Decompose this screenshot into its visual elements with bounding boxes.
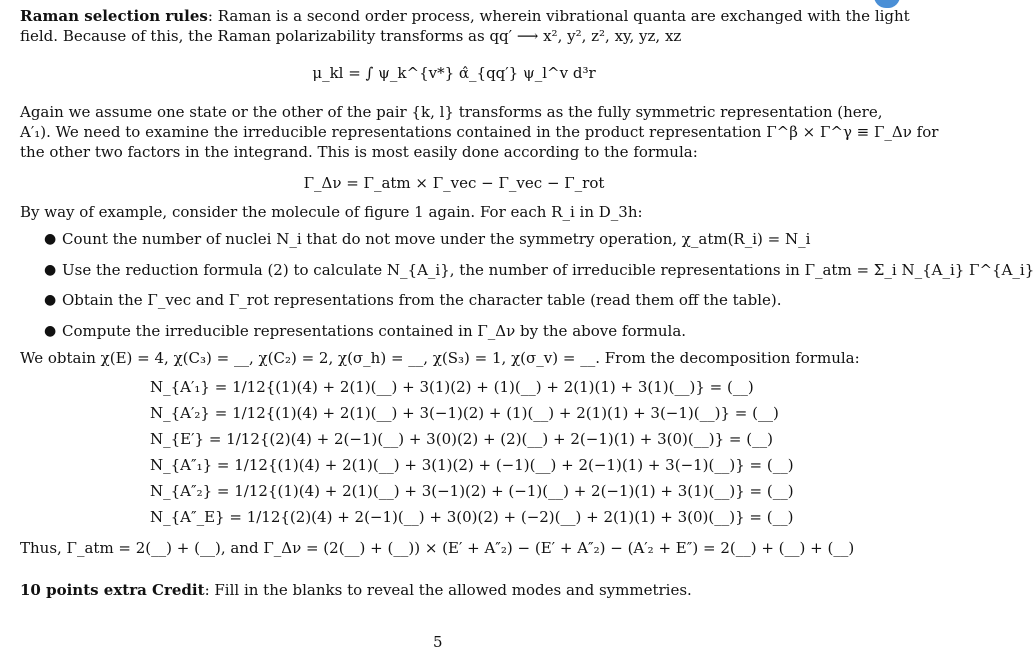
credit-text: : Fill in the blanks to reveal the allowed modes and symmetries. <box>204 581 692 599</box>
raman-heading: Raman selection rules <box>20 7 208 25</box>
page-number: 5 <box>433 633 443 651</box>
credit-line <box>20 580 692 600</box>
para1-line2: field. Because of this, the Raman polarizability transforms as qq′ ⟶ x², y², z², xy, yz, xz <box>20 27 682 45</box>
gamma-equation: Γ_Δν = Γ_atm × Γ_vec − Γ_vec − Γ_rot <box>303 174 605 192</box>
bullet-dot: ● <box>44 292 57 308</box>
decomp-equation: N_{A″_E} = 1/12{(2)(4) + 2(−1)(__) + 3(0)(2) + (−2)(__) + 2(1)(1) + 3(0)(__)} = (__) <box>150 508 794 526</box>
para2-line2: A′₁). We need to examine the irreducible representations contained in the product representation Γ^β × Γ^γ ≡ Γ_Δν for <box>20 123 939 141</box>
para1-text1: : Raman is a second order process, wherein vibrational quanta are exchanged with the light <box>207 7 910 25</box>
bullet-dot: ● <box>44 323 57 339</box>
integral-equation: μ_kl = ∫ ψ_k^{v*} α̂_{qq′} ψ_l^v d³r <box>312 64 596 82</box>
decomp-equation: N_{A′₁} = 1/12{(1)(4) + 2(1)(__) + 3(1)(2) + (1)(__) + 2(1)(1) + 3(1)(__)} = (__) <box>150 378 754 396</box>
bullet-dot: ● <box>44 262 57 278</box>
decomp-equation: N_{A″₂} = 1/12{(1)(4) + 2(1)(__) + 3(−1)(2) + (−1)(__) + 2(−1)(1) + 3(1)(__)} = (__) <box>150 482 794 500</box>
thus-line: Thus, Γ_atm = 2(__) + (__), and Γ_Δν = (2(__) + (__)) × (E′ + A″₂) − (E′ + A″₂) − (A′₂ + E″) = 2(__) + (__) + (__) <box>20 539 855 557</box>
bullet-item: Use the reduction formula (2) to calculate N_{A_i}, the number of irreducible representations in Γ_atm = Σ_i N_{A_i} Γ^{A_i} <box>62 261 1034 279</box>
decomp-equation: N_{E′} = 1/12{(2)(4) + 2(−1)(__) + 3(0)(2) + (2)(__) + 2(−1)(1) + 3(0)(__)} = (__) <box>150 430 773 448</box>
decomp-equation: N_{A′₂} = 1/12{(1)(4) + 2(1)(__) + 3(−1)(2) + (1)(__) + 2(1)(1) + 3(−1)(__)} = (__) <box>150 404 779 422</box>
bullet-item: Obtain the Γ_vec and Γ_rot representations from the character table (read them off the table). <box>62 291 782 309</box>
credit-heading: 10 points extra Credit <box>20 581 205 599</box>
para3: By way of example, consider the molecule of figure 1 again. For each R_i in D_3h: <box>20 203 643 221</box>
para1-line1 <box>20 6 910 26</box>
bullet-item: Count the number of nuclei N_i that do not move under the symmetry operation, χ_atm(R_i) = N_i <box>62 230 811 248</box>
decomp-equation: N_{A″₁} = 1/12{(1)(4) + 2(1)(__) + 3(1)(2) + (−1)(__) + 2(−1)(1) + 3(−1)(__)} = (__) <box>150 456 794 474</box>
obtain-line: We obtain χ(E) = 4, χ(C₃) = __, χ(C₂) = 2, χ(σ_h) = __, χ(S₃) = 1, χ(σ_v) = __. From the decomposition formula: <box>20 349 860 367</box>
para2-line3: the other two factors in the integrand. This is most easily done according to the formula: <box>20 143 698 161</box>
bullet-item: Compute the irreducible representations contained in Γ_Δν by the above formula. <box>62 322 687 340</box>
para2-line1: Again we assume one state or the other of the pair {k, l} transforms as the fully symmetric representation (here, <box>20 103 883 121</box>
bullet-dot: ● <box>44 231 57 247</box>
